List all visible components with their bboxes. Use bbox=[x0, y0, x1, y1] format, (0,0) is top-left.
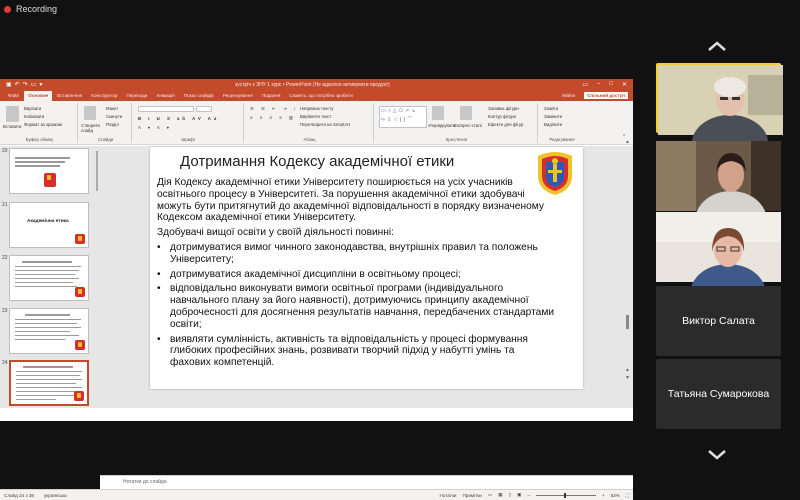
ribbon-tabs bbox=[0, 90, 633, 101]
slides-group bbox=[80, 103, 132, 143]
font-name-select[interactable] bbox=[138, 106, 194, 112]
recording-label: Recording bbox=[16, 4, 58, 14]
window-controls bbox=[582, 81, 633, 88]
editing-group bbox=[540, 103, 584, 143]
participant-tile[interactable] bbox=[656, 286, 781, 356]
collapse-ribbon-icon[interactable]: ⌃ bbox=[622, 134, 627, 140]
university-logo-icon bbox=[75, 287, 85, 297]
zoom-slider[interactable] bbox=[536, 495, 596, 496]
ribbon bbox=[0, 101, 633, 145]
font-group bbox=[134, 103, 244, 143]
slide-bullet-list bbox=[157, 242, 557, 369]
title-bar bbox=[0, 79, 633, 90]
thumb-number: 24 bbox=[2, 360, 8, 366]
paste-icon[interactable] bbox=[6, 106, 19, 122]
copy-button[interactable]: Копіювати bbox=[24, 114, 45, 119]
group-label: Креслення bbox=[445, 137, 468, 142]
notes-placeholder: Нотатки до слайда bbox=[123, 479, 167, 485]
shape-icons: ⇨⇩☆{}⌒ bbox=[381, 117, 415, 123]
tab-transitions[interactable]: Переходи bbox=[126, 93, 148, 98]
reading-view-icon[interactable]: ▯ bbox=[508, 492, 511, 497]
shape-icons: ▭○△⬠↗↘ bbox=[381, 108, 418, 114]
select-button[interactable]: Виділити bbox=[544, 122, 563, 127]
font-style-icons[interactable]: B I U S ab AV Aa bbox=[138, 116, 220, 121]
scroll-up-chevron-icon[interactable] bbox=[706, 40, 728, 52]
arrange-icon[interactable] bbox=[432, 106, 444, 120]
align-icons[interactable]: ≡ ≡ ≡ ≡ ▥ bbox=[250, 115, 296, 120]
tab-review[interactable]: Рецензування bbox=[222, 93, 253, 98]
language-indicator[interactable]: українська bbox=[43, 492, 67, 498]
tab-home[interactable]: Основне bbox=[24, 91, 52, 101]
slide-body[interactable] bbox=[157, 177, 557, 372]
smartart-button[interactable]: Перетворити на SmartArt bbox=[300, 122, 350, 127]
save-icon[interactable]: ▣ bbox=[6, 82, 12, 88]
minimize-icon[interactable]: – bbox=[597, 81, 601, 87]
slide-vertical-scrollbar[interactable] bbox=[624, 139, 632, 381]
participant-video-active-speaker[interactable] bbox=[656, 63, 781, 133]
maximize-icon[interactable]: □ bbox=[609, 81, 613, 87]
slide-counter: Слайд 24 з 38 bbox=[4, 492, 34, 498]
quick-styles-button[interactable]: Експрес-стилі bbox=[454, 123, 482, 128]
present-icon[interactable]: ▭ bbox=[30, 82, 37, 88]
university-logo-icon bbox=[75, 234, 85, 244]
prev-slide-icon[interactable]: ▲ bbox=[625, 367, 630, 373]
record-dot-icon bbox=[4, 6, 11, 13]
find-button[interactable]: Знайти bbox=[544, 106, 559, 111]
close-icon[interactable]: ✕ bbox=[621, 82, 627, 88]
tab-file[interactable]: Файл bbox=[8, 93, 20, 98]
notes-button[interactable]: Нотатки bbox=[439, 492, 457, 498]
bullet-item: • дотримуватися вимог чинного законодавства, внутрішніх правил та положень Університету; bbox=[157, 242, 557, 266]
slide-sorter-icon[interactable]: ▦ bbox=[498, 492, 503, 497]
participant-name: Татьяна Сумарокова bbox=[667, 388, 770, 400]
scroll-down-chevron-icon[interactable] bbox=[706, 449, 728, 461]
participant-video[interactable] bbox=[656, 212, 781, 282]
thumb-number: 21 bbox=[2, 202, 8, 208]
slide-canvas[interactable] bbox=[150, 147, 583, 389]
fit-slide-icon[interactable]: ⛶ bbox=[625, 492, 629, 498]
slide-thumbnail[interactable] bbox=[9, 308, 89, 354]
thumb-title: Академічна етика bbox=[27, 219, 69, 224]
university-logo-icon bbox=[44, 173, 56, 187]
recording-indicator bbox=[4, 4, 57, 14]
shape-fill-button[interactable]: Заливка фігури bbox=[488, 106, 519, 111]
new-slide-icon[interactable] bbox=[84, 106, 96, 120]
group-label: Абзац bbox=[303, 137, 316, 142]
participant-video[interactable] bbox=[656, 141, 781, 211]
paste-button[interactable]: Вставити bbox=[3, 124, 22, 129]
quick-access-toolbar bbox=[0, 81, 42, 88]
share-button[interactable]: Спільний доступ bbox=[584, 92, 628, 99]
align-text-button[interactable]: Вирівняти текст bbox=[300, 114, 332, 119]
zoom-in-icon[interactable]: + bbox=[601, 492, 605, 498]
clipboard-group bbox=[2, 103, 78, 143]
slide-title[interactable]: Дотримання Кодексу академічної етики bbox=[180, 153, 455, 170]
customize-icon[interactable]: ▾ bbox=[39, 82, 43, 88]
sign-in-link[interactable]: Увійти bbox=[561, 93, 576, 98]
layout-button[interactable]: Макет bbox=[106, 106, 119, 111]
new-slide-button[interactable]: Створити слайд bbox=[81, 123, 100, 133]
scroll-up-icon[interactable]: ▲ bbox=[625, 139, 630, 145]
font-size-select[interactable] bbox=[196, 106, 212, 112]
zoom-out-icon[interactable]: – bbox=[527, 492, 530, 498]
tab-animations[interactable]: Анімація bbox=[156, 93, 175, 98]
status-bar bbox=[0, 489, 633, 500]
thumbnails-scrollbar[interactable] bbox=[96, 151, 98, 191]
slide-intro: Дія Кодексу академічної етики Університету поширюється на усіх учасників освітнього процесу в Університеті. За порушення академічної етики здобувачі можуть бути притягнутий до академічної відповідальності в порядку визначеному Кодексом академічної етики Університету. bbox=[157, 177, 544, 224]
arrange-button[interactable]: Упорядкувати bbox=[428, 123, 456, 128]
shape-effects-button[interactable]: Ефекти для фігур bbox=[488, 122, 524, 127]
group-label: Буфер обміну bbox=[25, 137, 54, 142]
group-label: Редагування bbox=[549, 137, 575, 142]
university-logo-icon bbox=[75, 340, 85, 350]
undo-icon[interactable]: ↶ bbox=[14, 82, 20, 88]
format-painter-button[interactable]: Формат за зразком bbox=[24, 122, 62, 127]
text-direction-button[interactable]: Напрямок тексту bbox=[300, 106, 334, 111]
slide-thumbnail-selected[interactable] bbox=[9, 360, 89, 406]
drawing-group bbox=[376, 103, 538, 143]
shape-outline-button[interactable]: Контур фігури bbox=[488, 114, 516, 119]
document-title: зустріч з ЗНУ 1 курс • PowerPoint (Не вдалося активувати продукт) bbox=[235, 81, 390, 88]
normal-view-icon[interactable]: ▭ bbox=[487, 492, 493, 497]
slide-thumbnail[interactable] bbox=[9, 202, 89, 248]
bullet-item: • виявляти сумлінність, активність та відповідальність у процесі формування глибоких професійних знань, розвивати творчий підхід у набутті умінь та фахових компетенцій. bbox=[157, 334, 557, 369]
cut-button[interactable]: Вирізати bbox=[24, 106, 42, 111]
participant-name: Виктор Салата bbox=[682, 315, 755, 327]
bullet-item: • дотримуватися академічної дисципліни в освітньому процесі; bbox=[157, 269, 557, 281]
thumb-number: 20 bbox=[2, 148, 8, 154]
tab-view[interactable]: Подання bbox=[261, 93, 281, 98]
slideshow-icon[interactable]: ▣ bbox=[516, 492, 522, 497]
zoom-level[interactable]: 53% bbox=[610, 492, 620, 498]
slide-thumbnail[interactable] bbox=[9, 255, 89, 301]
notes-pane[interactable] bbox=[100, 475, 633, 489]
redo-icon[interactable]: ↷ bbox=[22, 82, 28, 88]
paragraph-group bbox=[246, 103, 374, 143]
tab-slideshow[interactable]: Показ слайдів bbox=[183, 93, 214, 98]
slide-thumbnail[interactable] bbox=[9, 148, 89, 194]
font-color-icons[interactable]: A ▾ A ▾ bbox=[138, 125, 172, 130]
thumb-number: 23 bbox=[2, 308, 8, 314]
thumb-number: 22 bbox=[2, 255, 8, 261]
scrollbar-thumb[interactable] bbox=[626, 315, 629, 329]
slide-lead: Здобувачі вищої освіти у своїй діяльності повинні: bbox=[157, 227, 395, 239]
group-label: Шрифт bbox=[181, 137, 196, 142]
list-icons[interactable]: ☰ ☰ ⇤ ⇥ ↕ bbox=[250, 106, 299, 111]
next-slide-icon[interactable]: ▼ bbox=[625, 375, 630, 381]
tab-insert[interactable]: Вставлення bbox=[57, 93, 83, 98]
replace-button[interactable]: Замінити bbox=[544, 114, 563, 119]
tab-design[interactable]: Конструктор bbox=[91, 93, 118, 98]
comments-button[interactable]: Примітки bbox=[462, 492, 482, 498]
participant-tile[interactable] bbox=[656, 359, 781, 429]
reset-button[interactable]: Скинути bbox=[106, 114, 123, 119]
zoom-slider-handle[interactable] bbox=[564, 493, 566, 498]
ribbon-options-icon[interactable]: ▭ bbox=[582, 82, 588, 88]
tell-me-search[interactable]: Скажіть, що потрібно зробити bbox=[289, 93, 353, 98]
bullet-item: • відповідально виконувати вимоги освітньої програми (індивідуального навчального плану за його наявності), дотримуючись принципу академічної доброчесності для досягнення результатів навчання, передбачених стандартами освіти; bbox=[157, 283, 557, 330]
slide-thumbnails-pane[interactable] bbox=[0, 146, 100, 408]
group-label: Слайди bbox=[97, 137, 114, 142]
university-logo-icon bbox=[74, 391, 84, 401]
section-button[interactable]: Розділ bbox=[106, 122, 119, 127]
quick-styles-icon[interactable] bbox=[460, 106, 472, 120]
